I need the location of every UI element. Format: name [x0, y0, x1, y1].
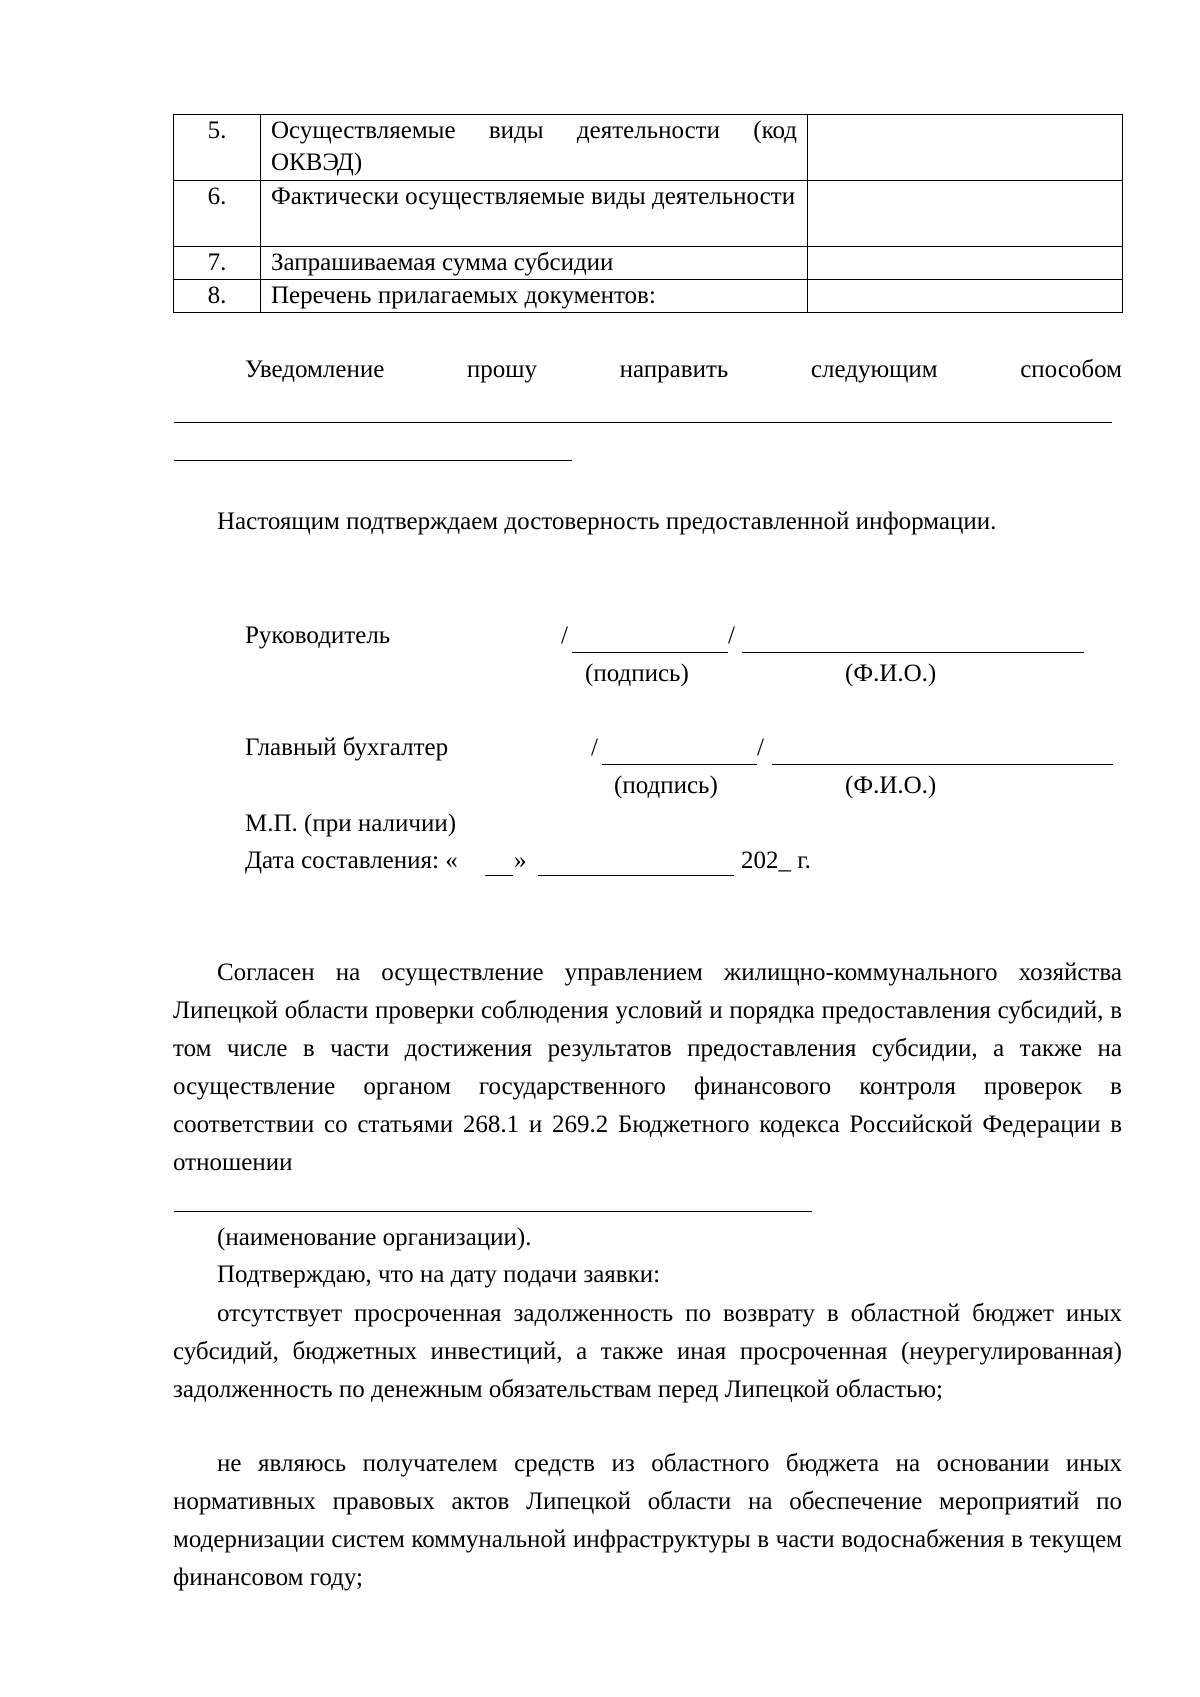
head-signature-line[interactable]	[572, 622, 728, 653]
row-number: 8.	[174, 280, 261, 313]
row-label: Фактически осуществляемые виды деятельности	[261, 181, 808, 247]
row-value[interactable]	[808, 247, 1123, 280]
signature-caption: (подпись)	[585, 660, 689, 687]
row-number: 6.	[174, 181, 261, 247]
notification-request	[245, 353, 1122, 387]
organization-caption: (наименование организации).	[217, 1224, 532, 1251]
row-value[interactable]	[808, 181, 1123, 247]
row-value[interactable]	[808, 115, 1123, 181]
name-caption: (Ф.И.О.)	[845, 660, 937, 687]
row-value[interactable]	[808, 280, 1123, 313]
date-label: Дата составления: «	[245, 847, 458, 874]
row-number: 5.	[174, 115, 261, 181]
row-number: 7.	[174, 247, 261, 280]
declaration-item-2: не являюсь получателем средств из областного бюджета на основании иных нормативных правовых актов Липецкой области на обеспечение мероприятий по модернизации систем коммунальной инфраструктуры в части водоснабжения в текущем финансовом году;	[173, 1450, 1122, 1591]
notification-word: способом	[1020, 356, 1122, 383]
slash: /	[561, 622, 568, 649]
chief-accountant-label: Главный бухгалтер	[245, 734, 449, 761]
consent-paragraph: Согласен на осуществление управлением жилищно-коммунального хозяйства Липецкой области проверки соблюдения условий и порядка предоставления субсидий, в том числе в части достижения результатов предоставления субсидии, а также на осуществление органом государственного финансового контроля проверок в соответствии со статьями 268.1 и 269.2 Бюджетного кодекса Российской Федерации в отношении	[173, 959, 1122, 1176]
row-label: Перечень прилагаемых документов:	[261, 280, 808, 313]
accountant-signature-line[interactable]	[602, 734, 757, 765]
table-row	[174, 115, 1123, 181]
head-label: Руководитель	[245, 622, 391, 649]
signature-caption: (подпись)	[614, 772, 718, 799]
notification-word: Уведомление	[245, 356, 385, 383]
head-name-line[interactable]	[742, 622, 1084, 653]
notification-method-line-2[interactable]	[174, 460, 572, 461]
notification-word: следующим	[810, 356, 938, 383]
accountant-name-line[interactable]	[772, 734, 1113, 765]
slash: /	[728, 622, 735, 649]
declaration-intro: Подтверждаю, что на дату подачи заявки:	[217, 1261, 661, 1288]
organization-name-line[interactable]	[174, 1211, 812, 1212]
table-row	[174, 247, 1123, 280]
table-row	[174, 181, 1123, 247]
name-caption: (Ф.И.О.)	[845, 772, 937, 799]
notification-word: прошу	[466, 356, 538, 383]
info-table	[173, 114, 1123, 313]
declaration-item-1: отсутствует просроченная задолженность по возврату в областной бюджет иных субсидий, бюджетных инвестиций, а также иная просроченная (неурегулированная) задолженность по денежным обязательствам перед Липецкой областью;	[173, 1300, 1122, 1403]
confirmation-text: Настоящим подтверждаем достоверность предоставленной информации.	[217, 508, 997, 535]
notification-word: направить	[619, 356, 729, 383]
date-day-line[interactable]	[485, 845, 513, 876]
row-label: Осуществляемые виды деятельности (код ОКВЭД)	[261, 115, 808, 181]
date-month-line[interactable]	[538, 845, 734, 876]
slash: /	[757, 734, 764, 761]
notification-method-line-1[interactable]	[174, 422, 1112, 423]
table-row	[174, 280, 1123, 313]
date-year: 202_ г.	[741, 847, 811, 874]
slash: /	[591, 734, 598, 761]
date-quote-close: »	[514, 847, 527, 874]
row-label: Запрашиваемая сумма субсидии	[261, 247, 808, 280]
stamp-note: М.П. (при наличии)	[245, 810, 457, 837]
